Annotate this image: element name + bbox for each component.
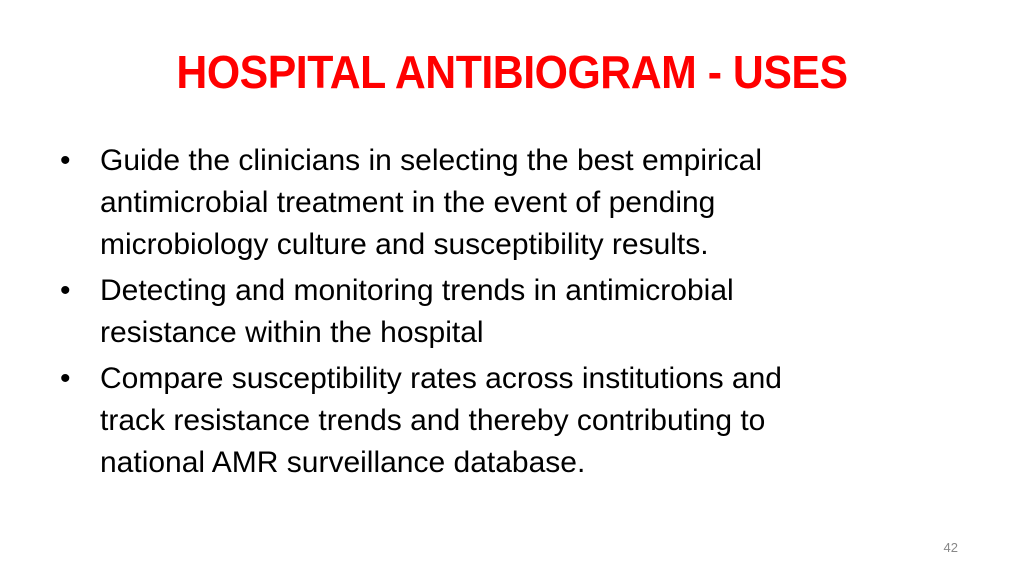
bullet-item bbox=[60, 140, 960, 266]
bullet-dot-icon: • bbox=[60, 144, 71, 177]
bullet-text: Compare susceptibility rates across institutions and track resistance trends and thereby contributing to national AMR surveillance database. bbox=[100, 362, 782, 479]
bullet-text: Detecting and monitoring trends in antimicrobial resistance within the hospital bbox=[100, 274, 734, 349]
page-number: 42 bbox=[943, 540, 958, 555]
bullet-dot-icon: • bbox=[60, 362, 71, 395]
slide-title: HOSPITAL ANTIBIOGRAM - USES bbox=[176, 46, 848, 98]
bullet-dot-icon: • bbox=[60, 274, 71, 307]
bullet-list bbox=[60, 140, 960, 488]
bullet-item bbox=[60, 270, 960, 354]
bullet-item bbox=[60, 358, 960, 484]
bullet-text: Guide the clinicians in selecting the best empirical antimicrobial treatment in the event of pending microbiology culture and susceptibility results. bbox=[100, 144, 763, 261]
